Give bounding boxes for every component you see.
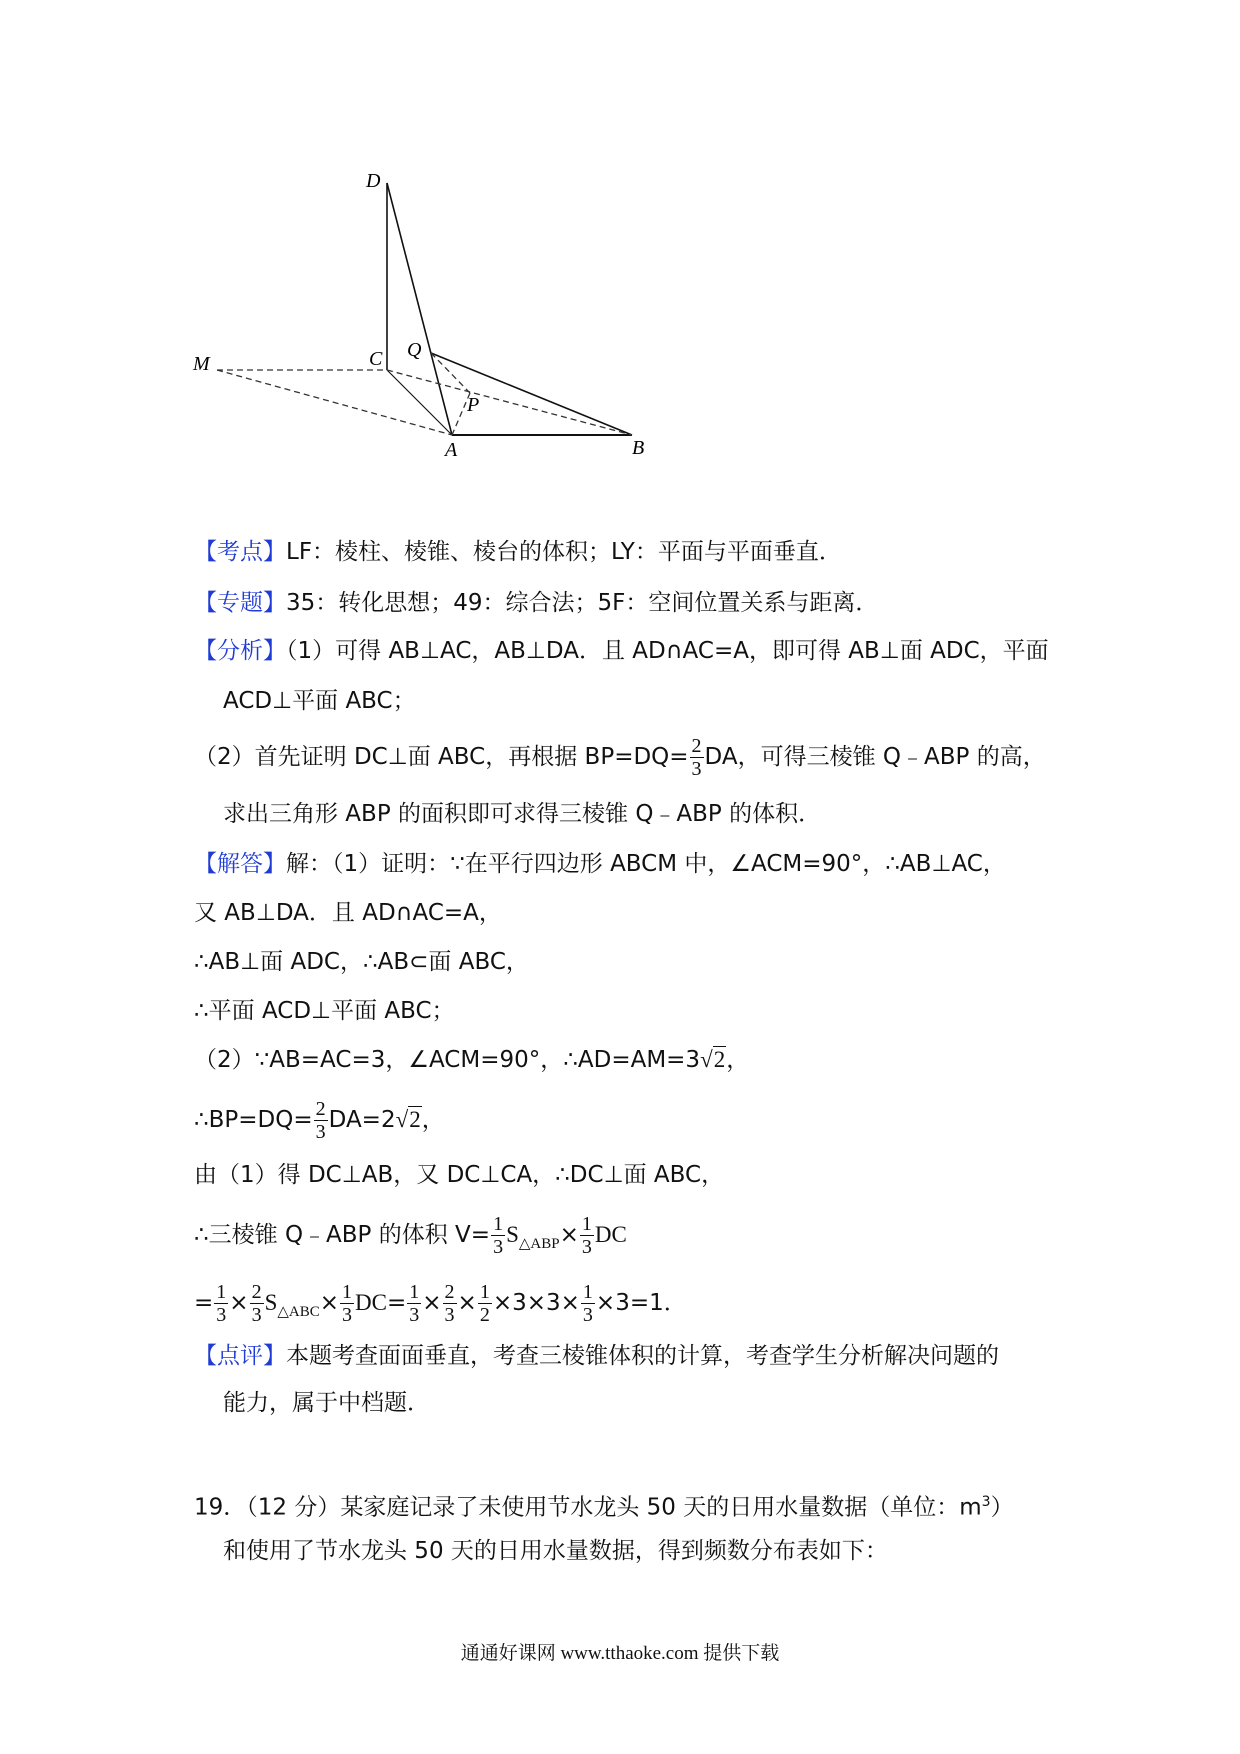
fraction xyxy=(491,1213,505,1258)
result-text: ×3=1． xyxy=(595,1290,687,1316)
numerator: 2 xyxy=(315,1098,326,1120)
numerator: 1 xyxy=(581,1213,592,1235)
jieda-line-8 xyxy=(194,1213,627,1259)
edge-DA xyxy=(387,183,452,435)
jieda-line-4: ∴平面 ACD⊥平面 ABC； xyxy=(194,998,455,1024)
denominator: 2 xyxy=(479,1304,490,1326)
q19-line-2: 和使用了节水龙头 50 天的日用水量数据，得到频数分布表如下： xyxy=(223,1538,888,1564)
superscript: 3 xyxy=(981,1494,991,1510)
denominator: 3 xyxy=(409,1304,420,1326)
times: × xyxy=(559,1222,579,1248)
fenxi-line-3 xyxy=(194,735,1046,780)
fenxi-line-1 xyxy=(194,636,1049,666)
times: × xyxy=(457,1290,477,1316)
denominator: 3 xyxy=(444,1304,455,1326)
fraction xyxy=(314,1098,328,1143)
times: × xyxy=(229,1290,249,1316)
q19-line-1 xyxy=(194,1487,1014,1523)
dc-text: DC xyxy=(355,1290,387,1315)
kaodian-text: LF：棱柱、棱锥、棱台的体积；LY：平面与平面垂直． xyxy=(286,539,842,565)
dianping-tag: 【点评】 xyxy=(194,1343,286,1369)
numerator: 2 xyxy=(691,735,702,757)
zhuanti-tag: 【专题】 xyxy=(194,590,286,616)
dianping-line-1 xyxy=(194,1341,999,1371)
denominator: 3 xyxy=(581,1236,592,1258)
fraction xyxy=(340,1281,354,1326)
dc-text: DC xyxy=(594,1222,627,1247)
jieda-text-6c: ， xyxy=(421,1107,445,1133)
numerator: 1 xyxy=(582,1281,593,1303)
denominator: 3 xyxy=(216,1304,227,1326)
sqrt: √2 xyxy=(700,1047,726,1072)
zhuanti-line xyxy=(194,588,878,618)
kaodian-tag: 【考点】 xyxy=(194,539,286,565)
times: × xyxy=(319,1290,340,1316)
dianping-line-2: 能力，属于中档题． xyxy=(223,1390,430,1416)
numerator: 2 xyxy=(251,1281,262,1303)
jieda-text-6a: ∴BP=DQ= xyxy=(194,1107,313,1133)
jieda-line-5 xyxy=(194,1045,749,1075)
fenxi-tag: 【分析】 xyxy=(194,638,286,664)
fraction xyxy=(250,1281,264,1326)
numerator: 2 xyxy=(444,1281,455,1303)
jieda-line-2: 又 AB⊥DA．且 AD∩AC=A， xyxy=(194,900,502,926)
kaodian-line xyxy=(194,537,842,567)
denominator: 3 xyxy=(493,1236,504,1258)
denominator: 3 xyxy=(315,1121,326,1143)
fraction xyxy=(478,1281,492,1326)
jieda-line-3: ∴AB⊥面 ADC，∴AB⊂面 ABC， xyxy=(194,949,529,975)
edge-MA xyxy=(217,370,452,435)
label-B: B xyxy=(632,437,645,459)
fenxi-text-3a: （2）首先证明 DC⊥面 ABC，再根据 BP=DQ= xyxy=(194,744,689,770)
label-D: D xyxy=(366,170,381,192)
denominator: 3 xyxy=(691,758,702,780)
product-text: ×3×3× xyxy=(492,1290,580,1316)
numerator: 1 xyxy=(493,1213,504,1235)
fraction xyxy=(214,1281,228,1326)
jieda-line-1 xyxy=(194,849,1006,879)
jieda-text-5b: ， xyxy=(726,1047,750,1073)
pyramid-figure xyxy=(0,0,700,480)
fenxi-line-2: ACD⊥平面 ABC； xyxy=(223,688,416,714)
sqrt: √2 xyxy=(395,1107,421,1132)
area-subscript: △ABP xyxy=(518,1236,560,1252)
radicand: 2 xyxy=(409,1107,421,1132)
jieda-text-8a: ∴三棱锥 Q﹣ABP 的体积 V= xyxy=(194,1222,491,1248)
fraction xyxy=(581,1281,595,1326)
label-A: A xyxy=(445,439,458,461)
numerator: 1 xyxy=(409,1281,420,1303)
denominator: 3 xyxy=(582,1304,593,1326)
denominator: 3 xyxy=(342,1304,353,1326)
jieda-line-9 xyxy=(194,1281,687,1327)
times: × xyxy=(422,1290,442,1316)
label-M: M xyxy=(193,353,210,375)
numerator: 1 xyxy=(216,1281,227,1303)
zhuanti-text: 35：转化思想；49：综合法；5F：空间位置关系与距离． xyxy=(286,590,879,616)
jieda-line-7: 由（1）得 DC⊥AB，又 DC⊥CA，∴DC⊥面 ABC， xyxy=(194,1162,725,1188)
eq: = xyxy=(386,1290,407,1316)
q19-text-1a: 19．（12 分）某家庭记录了未使用节水龙头 50 天的日用水量数据（单位：m xyxy=(194,1494,982,1521)
fraction xyxy=(443,1281,457,1326)
label-Q: Q xyxy=(407,339,422,361)
edge-CA xyxy=(387,370,452,435)
label-C: C xyxy=(369,348,383,370)
dianping-text-1: 本题考查面面垂直，考查三棱锥体积的计算，考查学生分析解决问题的 xyxy=(286,1343,999,1369)
q19-text-1b: ） xyxy=(990,1494,1014,1521)
radicand: 2 xyxy=(713,1047,726,1072)
fenxi-line-4: 求出三角形 ABP 的面积即可求得三棱锥 Q﹣ABP 的体积． xyxy=(223,801,822,827)
numerator: 1 xyxy=(479,1281,490,1303)
fenxi-text-1: （1）可得 AB⊥AC，AB⊥DA．且 AD∩AC=A，即可得 AB⊥面 ADC，平面 xyxy=(286,638,1049,664)
area-symbol: S xyxy=(264,1290,278,1315)
fraction xyxy=(407,1281,421,1326)
edge-CB xyxy=(387,370,632,435)
eq: = xyxy=(194,1290,214,1316)
jieda-line-6 xyxy=(194,1098,445,1143)
area-subscript: △ABC xyxy=(277,1304,320,1320)
numerator: 1 xyxy=(342,1281,353,1303)
jieda-text-5a: （2）∵AB=AC=3，∠ACM=90°，∴AD=AM=3 xyxy=(194,1047,701,1073)
denominator: 3 xyxy=(251,1304,262,1326)
area-symbol: S xyxy=(506,1222,519,1247)
label-P: P xyxy=(467,394,480,416)
footer-text: 通通好课网 www.tthaoke.com 提供下载 xyxy=(460,1643,780,1664)
fenxi-text-3b: DA，可得三棱锥 Q﹣ABP 的高， xyxy=(704,744,1046,770)
jieda-text-1: 解：（1）证明：∵在平行四边形 ABCM 中，∠ACM=90°，∴AB⊥AC， xyxy=(286,851,1006,877)
jieda-tag: 【解答】 xyxy=(194,851,286,877)
fraction xyxy=(580,1213,594,1258)
fraction xyxy=(690,735,704,780)
jieda-text-6b: DA=2 xyxy=(328,1107,396,1133)
edge-QB xyxy=(431,353,632,435)
